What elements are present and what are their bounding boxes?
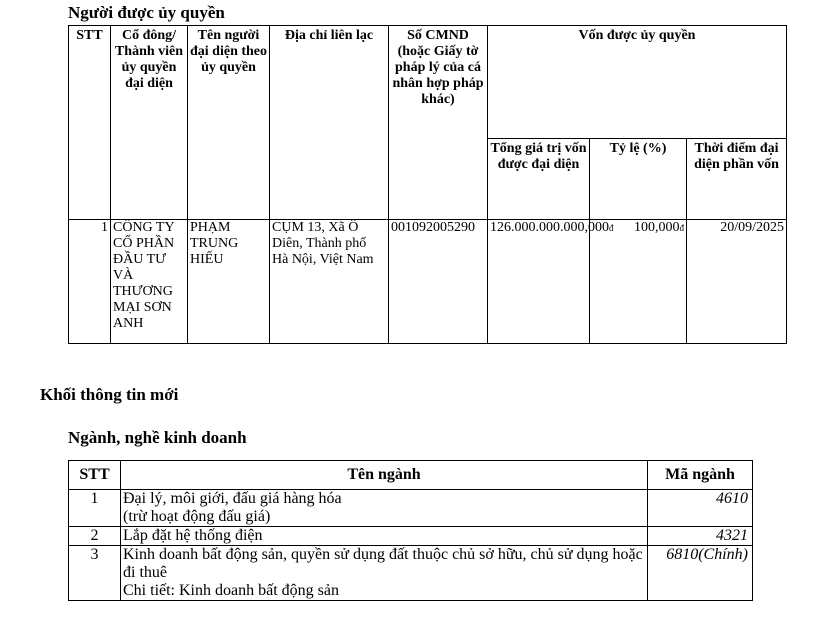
header-stt: STT	[69, 26, 111, 220]
table-row	[69, 490, 753, 527]
row-name-line: (trừ hoạt động đấu giá)	[123, 508, 271, 525]
row-code: 6810(Chính)	[648, 546, 753, 601]
row-name	[121, 546, 648, 601]
table-row	[69, 546, 753, 601]
header-ratio: Tỷ lệ (%)	[590, 139, 687, 220]
row-ratio	[590, 220, 687, 344]
row-name-line: Lắp đặt hệ thống điện	[123, 527, 263, 544]
row-rep-name: PHẠM TRUNG HIẾU	[188, 220, 270, 344]
row-name-line: Kinh doanh bất động sản, quyền sử dụng đất thuộc chủ sở hữu, chủ sử dụng hoặc đi thuê	[123, 546, 643, 581]
header-address: Địa chỉ liên lạc	[270, 26, 389, 220]
row-address: CỤM 13, Xã Ô Diên, Thành phố Hà Nội, Việt Nam	[270, 220, 389, 344]
new-block-title: Khối thông tin mới	[40, 385, 179, 404]
header-total: Tổng giá trị vốn được đại diện	[488, 139, 590, 220]
header-shareholder: Cổ đông/ Thành viên ủy quyền đại diện	[111, 26, 188, 220]
currency-symbol: đ	[609, 223, 614, 233]
row-name	[121, 527, 648, 546]
authorized-title: Người được ủy quyền	[68, 3, 225, 22]
row-total	[488, 220, 614, 344]
header-id: Số CMND (hoặc Giấy tờ pháp lý của cá nhân hợp pháp khác)	[389, 26, 488, 220]
row-time: 20/09/2025	[687, 220, 787, 344]
table-row	[69, 220, 787, 344]
header-name: Tên ngành	[121, 461, 648, 490]
table-row	[69, 527, 753, 546]
row-stt: 3	[69, 546, 121, 601]
row-shareholder: CÔNG TY CỔ PHẦN ĐẦU TƯ VÀ THƯƠNG MẠI SƠN ANH	[111, 220, 188, 344]
row-name-line: Đại lý, môi giới, đấu giá hàng hóa	[123, 490, 342, 507]
row-name-line: Chi tiết: Kinh doanh bất động sản	[123, 582, 339, 599]
row-stt: 1	[69, 220, 111, 344]
authorized-table	[68, 25, 787, 344]
row-id: 001092005290	[389, 220, 488, 344]
row-ratio-value: 100,000	[634, 220, 680, 235]
header-time: Thời điểm đại diện phần vốn	[687, 139, 787, 220]
row-stt: 1	[69, 490, 121, 527]
currency-symbol: đ	[679, 223, 684, 233]
header-stt: STT	[69, 461, 121, 490]
header-capital: Vốn được ủy quyền	[488, 26, 787, 139]
business-table	[68, 460, 753, 601]
row-code: 4321	[648, 527, 753, 546]
row-stt: 2	[69, 527, 121, 546]
header-rep-name: Tên người đại diện theo ủy quyền	[188, 26, 270, 220]
business-title: Ngành, nghề kinh doanh	[68, 428, 247, 447]
row-name	[121, 490, 648, 527]
header-code: Mã ngành	[648, 461, 753, 490]
row-code: 4610	[648, 490, 753, 527]
row-total-value: 126.000.000.000,000	[490, 220, 609, 235]
